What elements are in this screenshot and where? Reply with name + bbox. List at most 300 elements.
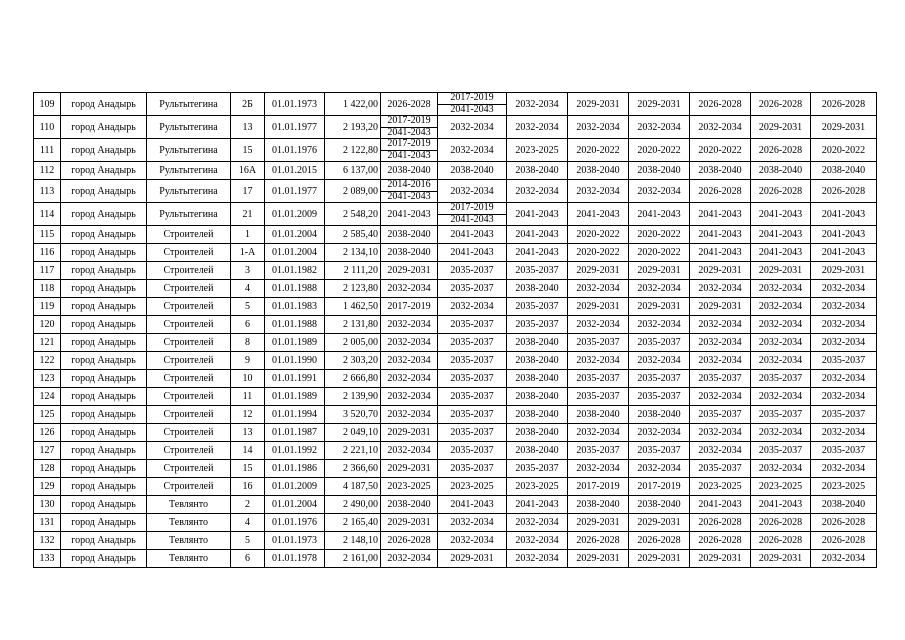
commission-date-cell: 01.01.1976 <box>265 514 325 532</box>
period-cell: 2023-2025 <box>690 478 751 496</box>
area-cell: 2 193,20 <box>325 116 381 139</box>
house-number-cell: 3 <box>231 262 265 280</box>
house-number-cell: 12 <box>231 406 265 424</box>
city-cell: город Анадырь <box>61 316 147 334</box>
house-number-cell: 9 <box>231 352 265 370</box>
city-cell: город Анадырь <box>61 280 147 298</box>
house-number-cell: 15 <box>231 460 265 478</box>
period-cell: 2032-2034 <box>811 316 877 334</box>
period-cell: 2029-2031 <box>381 514 438 532</box>
period-cell: 2035-2037 <box>629 442 690 460</box>
area-cell: 2 303,20 <box>325 352 381 370</box>
period-cell: 2032-2034 <box>507 514 568 532</box>
street-cell: Строителей <box>147 478 231 496</box>
period-cell: 2032-2034 <box>751 280 811 298</box>
period-cell: 2032-2034 <box>751 352 811 370</box>
period-cell: 2029-2031 <box>568 262 629 280</box>
period-cell: 2032-2034 <box>690 280 751 298</box>
street-cell: Строителей <box>147 442 231 460</box>
period-cell: 2035-2037 <box>811 406 877 424</box>
period-cell: 2020-2022 <box>629 244 690 262</box>
table-row <box>34 203 877 226</box>
period-value: 2041-2043 <box>450 103 494 115</box>
street-cell: Строителей <box>147 316 231 334</box>
period-cell: 2032-2034 <box>507 180 568 203</box>
row-number: 119 <box>34 298 61 316</box>
period-cell: 2032-2034 <box>568 352 629 370</box>
period-cell: 2035-2037 <box>690 370 751 388</box>
period-cell: 2032-2034 <box>568 460 629 478</box>
city-cell: город Анадырь <box>61 388 147 406</box>
house-number-cell: 17 <box>231 180 265 203</box>
row-number: 126 <box>34 424 61 442</box>
street-cell: Строителей <box>147 298 231 316</box>
commission-date-cell: 01.01.1987 <box>265 424 325 442</box>
area-cell: 2 490,00 <box>325 496 381 514</box>
commission-date-cell: 01.01.2004 <box>265 496 325 514</box>
commission-date-cell: 01.01.1986 <box>265 460 325 478</box>
period-cell: 2038-2040 <box>751 162 811 180</box>
period-cell: 2032-2034 <box>690 442 751 460</box>
table-row <box>34 352 877 370</box>
period-cell: 2029-2031 <box>690 298 751 316</box>
period-value: 2017-2019 <box>381 116 437 128</box>
table-row <box>34 244 877 262</box>
row-number: 115 <box>34 226 61 244</box>
period-cell: 2035-2037 <box>568 442 629 460</box>
period-cell: 2032-2034 <box>811 280 877 298</box>
street-cell: Строителей <box>147 424 231 442</box>
house-number-cell: 5 <box>231 532 265 550</box>
period-cell: 2020-2022 <box>629 226 690 244</box>
city-cell: город Анадырь <box>61 370 147 388</box>
period-cell: 2035-2037 <box>438 370 507 388</box>
city-cell: город Анадырь <box>61 550 147 568</box>
area-cell: 2 548,20 <box>325 203 381 226</box>
period-cell: 2023-2025 <box>507 478 568 496</box>
row-number: 124 <box>34 388 61 406</box>
period-cell: 2026-2028 <box>751 180 811 203</box>
row-number: 121 <box>34 334 61 352</box>
period-cell: 2032-2034 <box>690 424 751 442</box>
period-cell: 2035-2037 <box>438 262 507 280</box>
period-cell: 2035-2037 <box>811 352 877 370</box>
table-row <box>34 388 877 406</box>
period-cell: 2038-2040 <box>507 334 568 352</box>
period-cell: 2038-2040 <box>629 406 690 424</box>
house-number-cell: 11 <box>231 388 265 406</box>
period-cell: 2038-2040 <box>690 162 751 180</box>
period-cell: 2029-2031 <box>629 262 690 280</box>
row-number: 118 <box>34 280 61 298</box>
commission-date-cell: 01.01.2009 <box>265 478 325 496</box>
housing-repair-schedule-table <box>33 92 877 568</box>
period-cell: 2032-2034 <box>629 180 690 203</box>
area-cell: 2 005,00 <box>325 334 381 352</box>
period-cell: 2032-2034 <box>438 180 507 203</box>
period-cell: 2032-2034 <box>438 514 507 532</box>
street-cell: Тевлянто <box>147 514 231 532</box>
period-cell: 2038-2040 <box>811 162 877 180</box>
period-cell: 2038-2040 <box>381 226 438 244</box>
period-cell: 2035-2037 <box>438 388 507 406</box>
row-number: 133 <box>34 550 61 568</box>
period-cell: 2041-2043 <box>690 226 751 244</box>
period-cell: 2029-2031 <box>751 116 811 139</box>
row-number: 128 <box>34 460 61 478</box>
period-cell: 2032-2034 <box>438 532 507 550</box>
commission-date-cell: 01.01.1976 <box>265 139 325 162</box>
street-cell: Тевлянто <box>147 550 231 568</box>
street-cell: Рультытегина <box>147 203 231 226</box>
street-cell: Строителей <box>147 460 231 478</box>
area-cell: 2 666,80 <box>325 370 381 388</box>
area-cell: 6 137,00 <box>325 162 381 180</box>
commission-date-cell: 01.01.1982 <box>265 262 325 280</box>
commission-date-cell: 01.01.1988 <box>265 316 325 334</box>
area-cell: 2 161,00 <box>325 550 381 568</box>
period-cell: 2032-2034 <box>507 93 568 116</box>
period-cell: 2032-2034 <box>507 116 568 139</box>
period-cell: 2038-2040 <box>507 388 568 406</box>
period-cell: 2026-2028 <box>690 514 751 532</box>
period-cell: 2017-2019 <box>629 478 690 496</box>
period-cell: 2029-2031 <box>629 93 690 116</box>
period-value: 2014-2016 <box>381 180 437 192</box>
period-cell: 2038-2040 <box>568 162 629 180</box>
city-cell: город Анадырь <box>61 334 147 352</box>
period-cell: 2032-2034 <box>381 334 438 352</box>
period-cell: 2035-2037 <box>438 460 507 478</box>
table-row <box>34 424 877 442</box>
commission-date-cell: 01.01.1988 <box>265 280 325 298</box>
period-cell: 2029-2031 <box>629 550 690 568</box>
period-cell: 2032-2034 <box>751 334 811 352</box>
period-cell: 2026-2028 <box>811 180 877 203</box>
street-cell: Строителей <box>147 244 231 262</box>
house-number-cell: 1 <box>231 226 265 244</box>
house-number-cell: 16 <box>231 478 265 496</box>
house-number-cell: 5 <box>231 298 265 316</box>
period-cell: 2035-2037 <box>438 280 507 298</box>
street-cell: Рультытегина <box>147 93 231 116</box>
period-cell: 2032-2034 <box>438 116 507 139</box>
row-number: 123 <box>34 370 61 388</box>
period-cell: 2035-2037 <box>751 442 811 460</box>
period-cell: 2041-2043 <box>811 203 877 226</box>
period-cell: 2026-2028 <box>751 532 811 550</box>
commission-date-cell: 01.01.2004 <box>265 244 325 262</box>
period-cell: 2041-2043 <box>438 244 507 262</box>
period-cell: 2035-2037 <box>438 442 507 460</box>
table-row <box>34 298 877 316</box>
city-cell: город Анадырь <box>61 244 147 262</box>
period-cell: 2032-2034 <box>507 532 568 550</box>
period-cell: 2035-2037 <box>629 334 690 352</box>
area-cell: 2 139,90 <box>325 388 381 406</box>
area-cell: 3 520,70 <box>325 406 381 424</box>
period-cell: 2041-2043 <box>507 203 568 226</box>
period-cell: 2041-2043 <box>438 226 507 244</box>
city-cell: город Анадырь <box>61 532 147 550</box>
period-cell: 2026-2028 <box>751 139 811 162</box>
house-number-cell: 4 <box>231 514 265 532</box>
house-number-cell: 14 <box>231 442 265 460</box>
city-cell: город Анадырь <box>61 262 147 280</box>
period-cell: 2032-2034 <box>438 298 507 316</box>
period-cell: 2035-2037 <box>811 442 877 460</box>
table-row <box>34 162 877 180</box>
commission-date-cell: 01.01.1989 <box>265 334 325 352</box>
period-cell: 2026-2028 <box>568 532 629 550</box>
house-number-cell: 4 <box>231 280 265 298</box>
period-cell: 2041-2043 <box>751 244 811 262</box>
period-cell: 2032-2034 <box>438 139 507 162</box>
period-cell: 2029-2031 <box>381 424 438 442</box>
period-value: 2041-2043 <box>387 149 431 161</box>
city-cell: город Анадырь <box>61 460 147 478</box>
city-cell: город Анадырь <box>61 352 147 370</box>
period-value: 2017-2019 <box>381 139 437 151</box>
commission-date-cell: 01.01.1994 <box>265 406 325 424</box>
period-cell: 2032-2034 <box>381 442 438 460</box>
city-cell: город Анадырь <box>61 298 147 316</box>
area-cell: 2 123,80 <box>325 280 381 298</box>
period-cell: 2041-2043 <box>751 226 811 244</box>
period-cell: 2032-2034 <box>751 388 811 406</box>
city-cell: город Анадырь <box>61 406 147 424</box>
period-value: 2041-2043 <box>450 213 494 225</box>
period-cell: 2020-2022 <box>568 139 629 162</box>
period-cell: 2038-2040 <box>629 496 690 514</box>
period-cell: 2017-2019 <box>568 478 629 496</box>
period-cell: 2032-2034 <box>811 424 877 442</box>
area-cell: 2 585,40 <box>325 226 381 244</box>
area-cell: 1 462,50 <box>325 298 381 316</box>
period-cell-split <box>381 180 438 203</box>
period-cell: 2029-2031 <box>629 514 690 532</box>
period-cell: 2032-2034 <box>629 116 690 139</box>
period-cell: 2038-2040 <box>507 280 568 298</box>
city-cell: город Анадырь <box>61 514 147 532</box>
table-row <box>34 180 877 203</box>
table-row <box>34 226 877 244</box>
period-cell: 2041-2043 <box>811 244 877 262</box>
table-row <box>34 262 877 280</box>
period-cell: 2035-2037 <box>690 406 751 424</box>
period-cell: 2020-2022 <box>629 139 690 162</box>
city-cell: город Анадырь <box>61 478 147 496</box>
period-cell: 2032-2034 <box>690 334 751 352</box>
period-cell: 2020-2022 <box>690 139 751 162</box>
period-cell: 2041-2043 <box>568 203 629 226</box>
period-cell: 2032-2034 <box>751 316 811 334</box>
period-cell: 2026-2028 <box>690 93 751 116</box>
period-cell: 2038-2040 <box>507 352 568 370</box>
period-cell: 2038-2040 <box>568 496 629 514</box>
period-cell: 2038-2040 <box>507 162 568 180</box>
table-row <box>34 280 877 298</box>
period-cell: 2035-2037 <box>507 298 568 316</box>
area-cell: 2 134,10 <box>325 244 381 262</box>
period-cell: 2029-2031 <box>568 93 629 116</box>
period-cell: 2035-2037 <box>568 370 629 388</box>
area-cell: 2 089,00 <box>325 180 381 203</box>
period-cell: 2032-2034 <box>811 370 877 388</box>
period-cell: 2041-2043 <box>629 203 690 226</box>
period-cell: 2029-2031 <box>568 298 629 316</box>
period-cell: 2032-2034 <box>811 550 877 568</box>
table-row <box>34 93 877 116</box>
house-number-cell: 21 <box>231 203 265 226</box>
period-cell-split <box>438 203 507 226</box>
period-cell: 2038-2040 <box>381 496 438 514</box>
period-cell: 2032-2034 <box>507 550 568 568</box>
period-cell: 2038-2040 <box>507 370 568 388</box>
period-cell-split <box>381 139 438 162</box>
street-cell: Рультытегина <box>147 139 231 162</box>
period-cell: 2026-2028 <box>381 93 438 116</box>
city-cell: город Анадырь <box>61 93 147 116</box>
street-cell: Строителей <box>147 226 231 244</box>
row-number: 114 <box>34 203 61 226</box>
period-cell: 2029-2031 <box>381 262 438 280</box>
period-cell: 2035-2037 <box>507 262 568 280</box>
period-cell: 2041-2043 <box>811 226 877 244</box>
period-cell: 2032-2034 <box>629 424 690 442</box>
commission-date-cell: 01.01.2004 <box>265 226 325 244</box>
city-cell: город Анадырь <box>61 442 147 460</box>
period-cell: 2020-2022 <box>568 244 629 262</box>
period-cell: 2026-2028 <box>690 532 751 550</box>
table-row <box>34 139 877 162</box>
period-cell: 2041-2043 <box>751 496 811 514</box>
period-cell: 2032-2034 <box>568 180 629 203</box>
street-cell: Строителей <box>147 370 231 388</box>
period-value: 2041-2043 <box>387 126 431 138</box>
period-cell: 2032-2034 <box>381 316 438 334</box>
commission-date-cell: 01.01.1990 <box>265 352 325 370</box>
street-cell: Рультытегина <box>147 116 231 139</box>
period-cell: 2035-2037 <box>751 370 811 388</box>
period-cell: 2032-2034 <box>381 550 438 568</box>
period-cell: 2041-2043 <box>507 226 568 244</box>
table-row <box>34 116 877 139</box>
period-cell: 2032-2034 <box>690 388 751 406</box>
row-number: 130 <box>34 496 61 514</box>
table-row <box>34 514 877 532</box>
period-cell: 2020-2022 <box>811 139 877 162</box>
period-cell: 2029-2031 <box>690 262 751 280</box>
period-value: 2017-2019 <box>438 93 506 105</box>
row-number: 112 <box>34 162 61 180</box>
city-cell: город Анадырь <box>61 424 147 442</box>
house-number-cell: 1-А <box>231 244 265 262</box>
street-cell: Тевлянто <box>147 496 231 514</box>
table-row <box>34 316 877 334</box>
period-cell: 2032-2034 <box>751 298 811 316</box>
table-row <box>34 406 877 424</box>
period-cell: 2032-2034 <box>811 298 877 316</box>
period-cell: 2023-2025 <box>811 478 877 496</box>
period-cell: 2026-2028 <box>751 514 811 532</box>
table-row <box>34 334 877 352</box>
period-cell: 2032-2034 <box>811 388 877 406</box>
period-cell: 2032-2034 <box>381 352 438 370</box>
row-number: 127 <box>34 442 61 460</box>
period-value: 2017-2019 <box>438 203 506 215</box>
city-cell: город Анадырь <box>61 226 147 244</box>
period-cell: 2035-2037 <box>568 388 629 406</box>
house-number-cell: 6 <box>231 316 265 334</box>
period-cell: 2038-2040 <box>629 162 690 180</box>
area-cell: 2 366,60 <box>325 460 381 478</box>
commission-date-cell: 01.01.1977 <box>265 180 325 203</box>
period-cell: 2038-2040 <box>507 442 568 460</box>
period-cell: 2032-2034 <box>811 460 877 478</box>
area-cell: 2 221,10 <box>325 442 381 460</box>
street-cell: Строителей <box>147 352 231 370</box>
area-cell: 2 111,20 <box>325 262 381 280</box>
period-cell: 2041-2043 <box>438 496 507 514</box>
row-number: 110 <box>34 116 61 139</box>
house-number-cell: 2 <box>231 496 265 514</box>
commission-date-cell: 01.01.1973 <box>265 93 325 116</box>
row-number: 132 <box>34 532 61 550</box>
period-cell: 2035-2037 <box>629 388 690 406</box>
period-cell: 2032-2034 <box>381 388 438 406</box>
period-cell: 2038-2040 <box>811 496 877 514</box>
period-cell: 2026-2028 <box>751 93 811 116</box>
row-number: 116 <box>34 244 61 262</box>
commission-date-cell: 01.01.1992 <box>265 442 325 460</box>
period-cell: 2041-2043 <box>690 244 751 262</box>
period-cell: 2032-2034 <box>381 370 438 388</box>
street-cell: Строителей <box>147 388 231 406</box>
city-cell: город Анадырь <box>61 162 147 180</box>
period-cell: 2017-2019 <box>381 298 438 316</box>
period-cell-split <box>438 93 507 116</box>
street-cell: Строителей <box>147 280 231 298</box>
area-cell: 1 422,00 <box>325 93 381 116</box>
commission-date-cell: 01.01.1989 <box>265 388 325 406</box>
commission-date-cell: 01.01.1977 <box>265 116 325 139</box>
house-number-cell: 8 <box>231 334 265 352</box>
area-cell: 2 165,40 <box>325 514 381 532</box>
period-cell: 2038-2040 <box>381 244 438 262</box>
period-cell: 2029-2031 <box>751 262 811 280</box>
period-cell: 2026-2028 <box>690 180 751 203</box>
period-cell: 2032-2034 <box>568 424 629 442</box>
commission-date-cell: 01.01.1991 <box>265 370 325 388</box>
house-number-cell: 10 <box>231 370 265 388</box>
commission-date-cell: 01.01.2015 <box>265 162 325 180</box>
period-cell: 2035-2037 <box>690 460 751 478</box>
period-cell: 2029-2031 <box>629 298 690 316</box>
period-cell: 2023-2025 <box>381 478 438 496</box>
area-cell: 2 122,80 <box>325 139 381 162</box>
period-cell: 2041-2043 <box>690 496 751 514</box>
street-cell: Рультытегина <box>147 162 231 180</box>
period-cell: 2032-2034 <box>690 116 751 139</box>
row-number: 125 <box>34 406 61 424</box>
house-number-cell: 13 <box>231 424 265 442</box>
house-number-cell: 15 <box>231 139 265 162</box>
city-cell: город Анадырь <box>61 496 147 514</box>
period-cell: 2035-2037 <box>568 334 629 352</box>
city-cell: город Анадырь <box>61 203 147 226</box>
table-row <box>34 532 877 550</box>
